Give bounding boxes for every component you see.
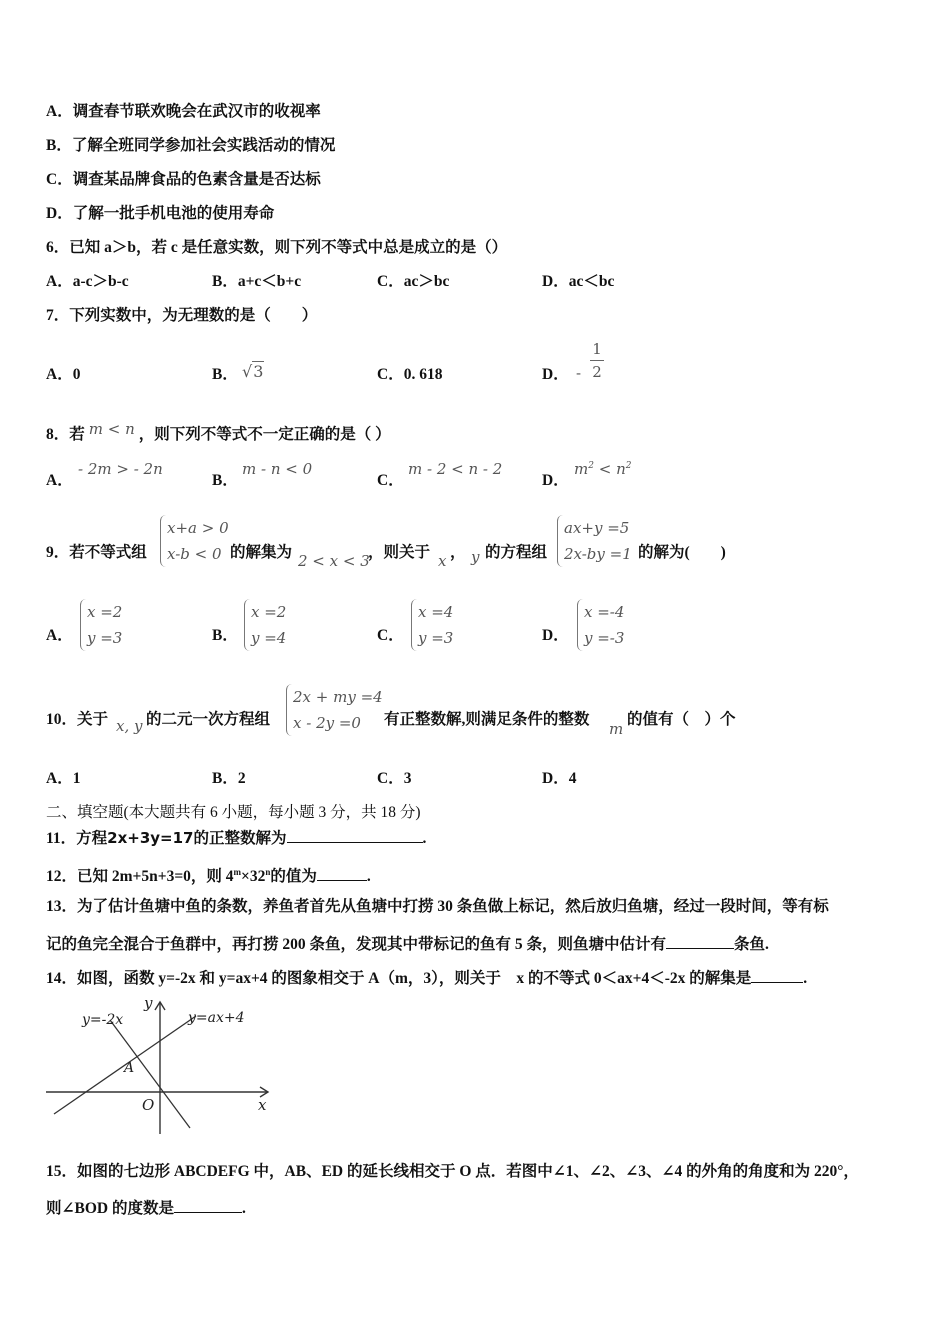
q10-text-system: 的二元一次方程组 [146, 711, 271, 728]
q8-option-c-expr: m - 2 < n - 2 [408, 460, 503, 478]
q8-option-d-expr [574, 460, 631, 478]
q9-number: 9．若不等式组 [46, 544, 147, 561]
q9-option-b-label: B． [212, 627, 238, 644]
q11-suffix: 的正整数解为 [193, 830, 287, 847]
q5-option-c: C．调查某品牌食品的色素含量是否达标 [46, 171, 321, 188]
section-2-heading: 二、填空题(本大题共有 6 小题，每小题 3 分，共 18 分) [46, 804, 421, 821]
q7-option-c [377, 365, 442, 385]
q7-option-a [46, 365, 80, 385]
q11 [46, 828, 426, 849]
expr-exponent: 2 [588, 461, 594, 471]
q7-option-d-sign: - [576, 364, 582, 382]
q12-exponent-n: n [265, 867, 271, 877]
q15-line-1: 15．如图的七边形 ABCDEFG 中，AB、ED 的延长线相交于 O 点．若图中∠1、∠2、∠3、∠4 的外角的角度和为 220°， [46, 1163, 859, 1180]
q9-option-d-label: D． [542, 627, 569, 644]
q11-end: . [422, 830, 427, 847]
system-line-2: y =3 [87, 629, 123, 647]
system-line-2: 2x-by =1 [564, 545, 632, 563]
system-line-2: y =4 [251, 629, 287, 647]
q13-line-2-text: 记的鱼完全混合于鱼群中，再打捞 200 条鱼，发现其中带标记的鱼有 5 条，则鱼塘中估计有 [46, 936, 667, 953]
q13-line-2 [46, 934, 769, 955]
system-line-2: y =-3 [584, 629, 625, 647]
q9-text-solution: 的解为( ) [638, 544, 726, 561]
q12 [46, 862, 371, 887]
q9-text-equation-system: 的方程组 [485, 544, 548, 561]
q10-text-positive-integer: 有正整数解,则满足条件的整数 [384, 711, 590, 728]
q9-text-about: ，则关于 [368, 544, 431, 561]
label-line-y-ax-plus-4: y=ax+4 [188, 1010, 245, 1026]
q9-equation-system [557, 515, 632, 567]
q9-text-solution-set: 的解集为 [230, 544, 293, 561]
q11-equation: 2x+3y=17 [107, 829, 194, 847]
q11-prefix: 11．方程 [46, 830, 108, 847]
q9-option-b-system [244, 599, 286, 651]
fraction-bar [590, 360, 604, 361]
q8-stem-rest: ，则下列不等式不一定正确的是（ ） [138, 426, 391, 443]
q8-number: 8．若 [46, 426, 85, 443]
system-line-1: x =2 [87, 603, 123, 621]
q15-end: . [241, 1200, 246, 1217]
q14-function-graph [40, 990, 280, 1140]
q7-option-a-value: 0 [72, 366, 81, 383]
q12-end: . [366, 868, 371, 886]
q8-option-a-expr: - 2m > - 2n [78, 460, 163, 478]
fraction-denominator: 2 [592, 363, 602, 381]
q6-option-a: A．a-c＞b-c [46, 273, 129, 290]
q8-condition: m < n [88, 420, 135, 438]
q5-option-a: A．调查春节联欢晚会在武汉市的收视率 [46, 103, 321, 120]
system-line-1: x+a > 0 [167, 519, 229, 537]
system-line-1: x =-4 [584, 603, 625, 621]
q10-equation-system [286, 684, 383, 736]
expr-base: m [574, 460, 589, 478]
q8-option-c-label: C． [377, 472, 404, 489]
q7-option-d [542, 365, 569, 385]
q7-option-d-fraction [590, 340, 604, 381]
label-y-axis: y [144, 994, 153, 1012]
q14-end: . [803, 970, 808, 987]
q5-option-b: B．了解全班同学参加社会实践活动的情况 [46, 137, 336, 154]
q5-option-d: D．了解一批手机电池的使用寿命 [46, 205, 275, 222]
expr-relation: < n [593, 460, 626, 478]
system-line-1: ax+y =5 [564, 519, 630, 537]
q8-option-b-label: B． [212, 472, 238, 489]
q9-option-d-system [577, 599, 624, 651]
sqrt-icon: √ [242, 362, 253, 381]
q12-suffix: 的值为 [270, 868, 317, 886]
q15-line-2 [46, 1198, 246, 1219]
q9-var-y: y [471, 548, 480, 566]
q10-option-a: A．1 [46, 770, 81, 787]
q14-stem [46, 968, 807, 989]
system-line-2: x - 2y =0 [293, 714, 361, 732]
q9-option-a-system [80, 599, 122, 651]
label-x-axis: x [258, 1096, 267, 1114]
q13-line-1: 13．为了估计鱼塘中鱼的条数，养鱼者首先从鱼塘中打捞 30 条鱼做上标记，然后放归鱼塘，经过一段时间，等有标 [46, 898, 829, 915]
q8-option-a-label: A． [46, 472, 73, 489]
q10-vars: x, y [116, 717, 143, 735]
system-line-1: x =2 [251, 603, 287, 621]
q6-option-b: B．a+c＜b+c [212, 273, 302, 290]
q12-answer-blank[interactable] [317, 866, 367, 881]
q9-var-x: x [438, 552, 447, 570]
q7-sqrt-radicand: 3 [253, 362, 264, 381]
q7-stem: 7．下列实数中，为无理数的是（ ） [46, 307, 318, 324]
q14-stem-text: 14．如图，函数 y=-2x 和 y=ax+4 的图象相交于 A（m，3），则关于 x 的不等式 0＜ax+4＜-2x 的解集是 [46, 970, 752, 987]
q12-prefix: 12．已知 2m+5n+3=0，则 4 [46, 868, 234, 886]
q9-inequality-system [160, 515, 229, 567]
q6-option-c: C．ac＞bc [377, 273, 450, 290]
q10-number: 10．关于 [46, 711, 109, 728]
expr-exponent-2: 2 [625, 461, 632, 471]
q8-option-d-label: D． [542, 472, 569, 489]
q15-answer-blank[interactable] [174, 1198, 242, 1213]
q10-option-b: B．2 [212, 770, 246, 787]
q10-text-count: 的值有（ ）个 [627, 711, 736, 728]
q7-option-a-label: A． [46, 366, 73, 383]
q9-comma: ， [450, 544, 466, 561]
q8-stem [46, 420, 391, 445]
q7-option-c-label: C． [377, 366, 404, 383]
q6-option-d: D．ac＜bc [542, 273, 615, 290]
q7-option-d-label: D． [542, 366, 569, 383]
label-line-y-neg2x: y=-2x [82, 1012, 124, 1028]
q7-option-b [212, 365, 238, 385]
fraction-numerator: 1 [592, 340, 602, 358]
label-point-a: A [124, 1060, 135, 1076]
system-line-1: 2x + my =4 [293, 688, 383, 706]
q10-var-m: m [609, 720, 624, 738]
system-line-2: y =3 [418, 629, 454, 647]
label-origin: O [142, 1096, 155, 1114]
q12-exponent-m: m [233, 867, 242, 877]
q6-stem: 6．已知 a＞b，若 c 是任意实数，则下列不等式中总是成立的是（） [46, 239, 508, 256]
system-line-1: x =4 [418, 603, 454, 621]
q9-option-c-label: C． [377, 627, 404, 644]
q7-option-c-value: 0. 618 [403, 366, 443, 383]
q9-option-a-label: A． [46, 627, 73, 644]
q9-option-c-system [411, 599, 453, 651]
q13-answer-blank[interactable] [666, 934, 734, 949]
q12-mid: ×32 [241, 868, 266, 886]
q15-line-2-text: 则∠BOD 的度数是 [46, 1200, 174, 1217]
system-line-2: x-b < 0 [167, 545, 222, 563]
q8-option-b-expr: m - n < 0 [242, 460, 313, 478]
q9-range: 2 < x < 3 [298, 552, 370, 570]
q10-option-d: D．4 [542, 770, 577, 787]
q7-option-b-label: B． [212, 366, 238, 383]
q11-answer-blank[interactable] [287, 828, 423, 843]
q13-line-2-end: 条鱼. [734, 936, 769, 953]
q14-answer-blank[interactable] [751, 968, 803, 983]
q7-sqrt-expression [242, 362, 264, 381]
q10-option-c: C．3 [377, 770, 412, 787]
